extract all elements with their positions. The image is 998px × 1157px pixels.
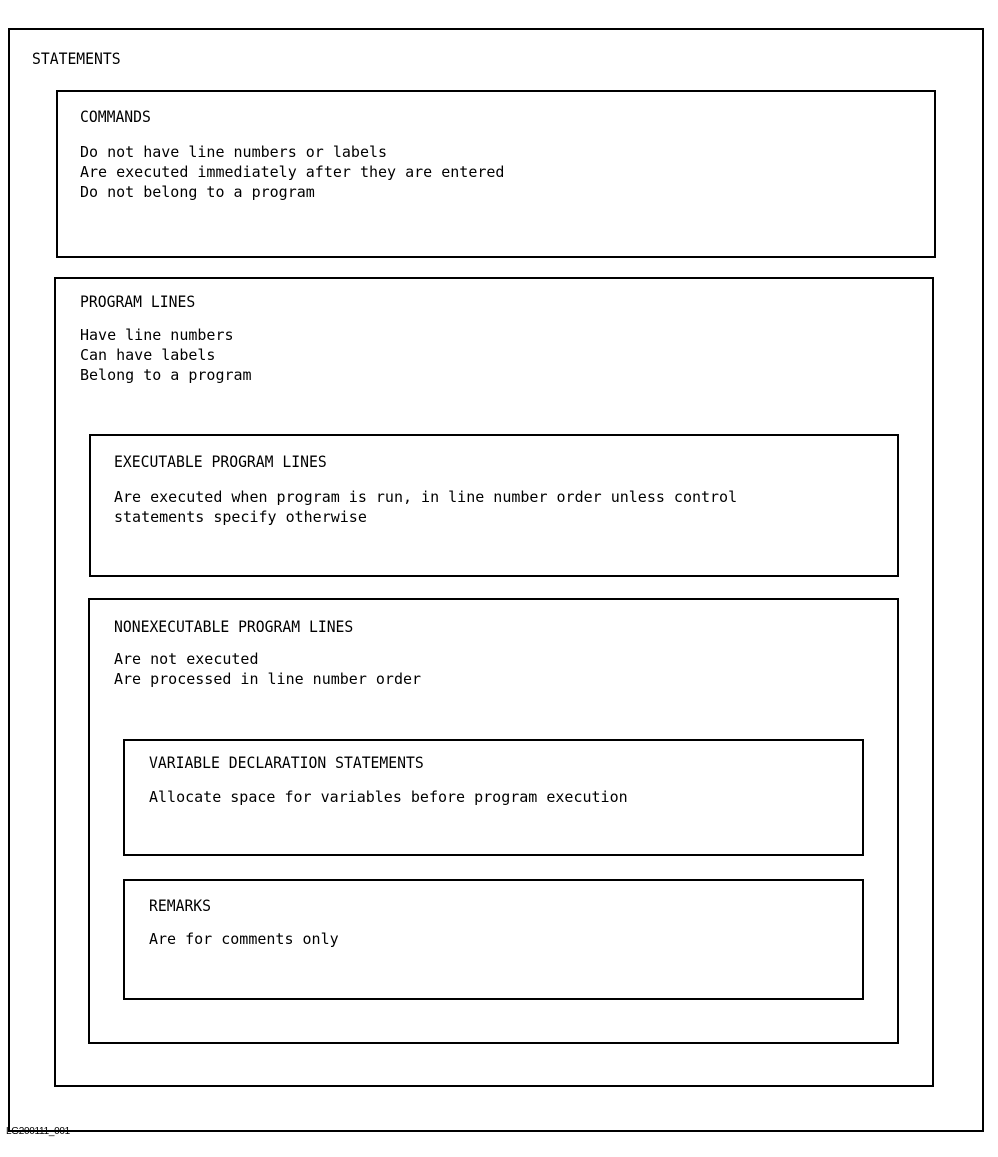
nonexecutable-program-lines-description xyxy=(114,649,421,689)
nonexecutable-line-1: Are not executed xyxy=(114,650,259,668)
program-lines-title: PROGRAM LINES xyxy=(80,292,196,311)
commands-line-2: Are executed immediately after they are entered xyxy=(80,163,505,181)
executable-program-lines-title: EXECUTABLE PROGRAM LINES xyxy=(114,452,327,471)
program-lines-description xyxy=(80,325,252,385)
statements-title: STATEMENTS xyxy=(32,49,121,68)
program-lines-line-3: Belong to a program xyxy=(80,366,252,384)
variable-declaration-line-1: Allocate space for variables before program execution xyxy=(149,788,628,806)
remarks-title: REMARKS xyxy=(149,896,212,915)
commands-line-1: Do not have line numbers or labels xyxy=(80,143,388,161)
executable-program-lines-description xyxy=(114,487,737,527)
executable-line-2: statements specify otherwise xyxy=(114,508,367,526)
remarks-line-1: Are for comments only xyxy=(149,930,339,948)
remarks-description xyxy=(149,929,339,949)
variable-declaration-statements-description xyxy=(149,787,628,807)
figure-id-label: LG200111_001 xyxy=(6,1126,70,1137)
executable-line-1: Are executed when program is run, in line number order unless control xyxy=(114,488,738,506)
variable-declaration-statements-title: VARIABLE DECLARATION STATEMENTS xyxy=(149,753,424,772)
program-lines-line-1: Have line numbers xyxy=(80,326,234,344)
commands-line-3: Do not belong to a program xyxy=(80,183,315,201)
commands-title: COMMANDS xyxy=(80,107,151,126)
program-lines-line-2: Can have labels xyxy=(80,346,216,364)
nonexecutable-line-2: Are processed in line number order xyxy=(114,670,422,688)
commands-description xyxy=(80,142,504,202)
nonexecutable-program-lines-title: NONEXECUTABLE PROGRAM LINES xyxy=(114,617,354,636)
